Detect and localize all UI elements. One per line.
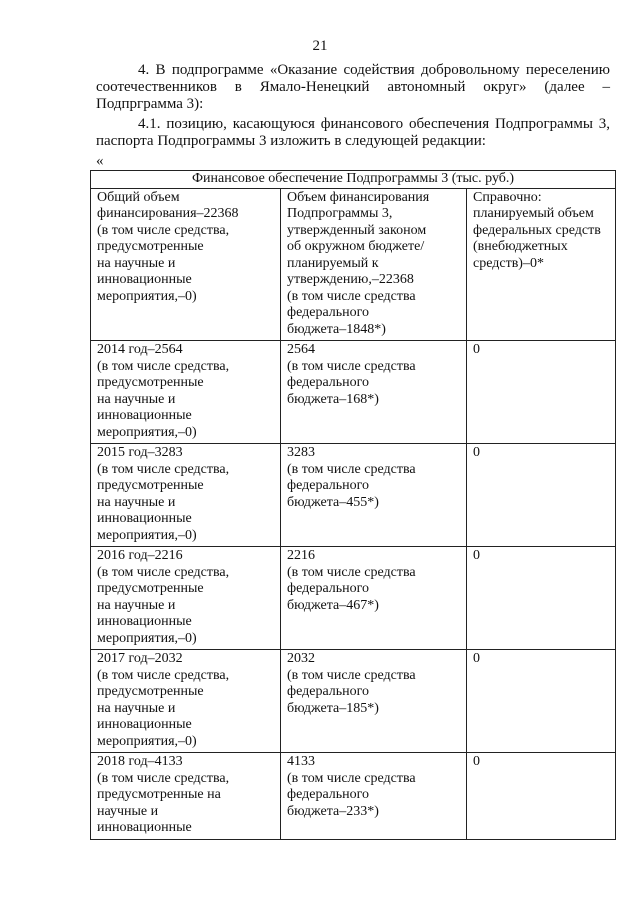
cell-line: инновационные [97,614,192,629]
year-total-cell [91,753,281,840]
year-program-cell [281,444,467,547]
cell-line: федерального [287,478,370,493]
cell-line: планируемый объем [473,206,594,221]
year-reference-cell: 0 [467,444,616,547]
cell-line: 2018 год–4133 [97,754,183,769]
cell-line: (в том числе средства, [97,461,230,477]
cell-line: на научные и [97,255,176,271]
cell-line: 2017 год–2032 [97,651,183,666]
cell-line: мероприятия,–0) [97,527,197,543]
year-total-cell [91,341,281,444]
intro-line-1: 4. В подпрограмме «Оказание содействия добровольному переселению [138,62,610,78]
year-total-cell [91,444,281,547]
cell-line: Подпрограммы 3, [287,206,393,221]
cell-line: (в том числе средства, [97,564,230,580]
sub-paragraph [96,116,610,150]
cell-line: федерального [287,375,370,390]
table-header-row [91,188,616,341]
cell-line: 3283 [287,445,315,460]
cell-line: предусмотренные [97,375,204,390]
year-program-cell [281,753,467,840]
header-program-cell [281,188,467,341]
cell-line: (внебюджетных [473,239,568,254]
cell-line: мероприятия,–0) [97,630,197,646]
cell-line: средств)–0* [473,255,544,271]
cell-line: предусмотренные [97,478,204,493]
cell-line: (в том числе средства [287,770,416,786]
cell-line: предусмотренные [97,684,204,699]
table-row [91,650,616,753]
intro-line-2: соотечественников в Ямало-Ненецкий автономный округ» (далее – [96,79,610,95]
cell-line: федеральных средств [473,222,601,238]
cell-line: финансирования–22368 [97,206,239,221]
cell-line: 4133 [287,754,315,769]
table-row [91,547,616,650]
cell-line: планируемый к [287,255,379,271]
year-total-cell [91,547,281,650]
year-total-cell [91,650,281,753]
cell-line: инновационные [97,511,192,526]
cell-line: федерального [287,581,370,596]
cell-line: 2216 [287,548,315,563]
page-number: 21 [312,38,328,54]
year-program-cell [281,650,467,753]
year-reference-cell: 0 [467,753,616,840]
cell-line: утверждению,–22368 [287,272,414,287]
cell-line: на научные и [97,494,176,510]
header-total-cell [91,188,281,341]
cell-line: на научные и [97,700,176,716]
cell-line: (в том числе средства, [97,358,230,374]
cell-line: (в том числе средства [287,461,416,477]
cell-line: бюджета–185*) [287,700,379,716]
year-reference-cell: 0 [467,547,616,650]
cell-line: 2015 год–3283 [97,445,183,460]
cell-line: (в том числе средства [287,667,416,683]
cell-line: бюджета–168*) [287,391,379,407]
cell-line: (в том числе средства [287,564,416,580]
financing-table [90,170,616,840]
sub-line-2: паспорта Подпрограммы 3 изложить в следующей редакции: [96,133,486,149]
year-reference-cell: 0 [467,650,616,753]
sub-line-1: 4.1. позицию, касающуюся финансового обеспечения Подпрограммы 3, [138,116,610,132]
cell-line: 2016 год–2216 [97,548,183,563]
table-row [91,753,616,840]
cell-line: инновационные [97,272,192,287]
cell-line: предусмотренные [97,239,204,254]
cell-line: (в том числе средства, [97,222,230,238]
year-program-cell [281,341,467,444]
year-program-cell [281,547,467,650]
cell-line: (в том числе средства [287,288,416,304]
cell-line: бюджета–233*) [287,803,379,819]
cell-line: 2014 год–2564 [97,342,183,357]
cell-line: утвержденный законом [287,222,427,238]
intro-line-3: Подпрграмма 3): [96,96,204,112]
cell-line: Общий объем [97,189,180,205]
header-reference-cell [467,188,616,341]
cell-line: (в том числе средства, [97,770,230,786]
table-title-row [91,171,616,189]
cell-line: 2564 [287,342,315,357]
year-reference-cell: 0 [467,341,616,444]
cell-line: инновационные [97,408,192,423]
intro-paragraph [96,62,610,113]
cell-line: научные и [97,803,159,819]
cell-line: на научные и [97,391,176,407]
cell-line: (в том числе средства [287,358,416,374]
cell-line: федерального [287,787,370,802]
cell-line: бюджета–1848*) [287,321,386,337]
cell-line: мероприятия,–0) [97,288,197,304]
table-row [91,341,616,444]
cell-line: Объем финансирования [287,189,430,205]
table-title: Финансовое обеспечение Подпрограммы 3 (тыс. руб.) [91,171,616,189]
cell-line: об окружном бюджете/ [287,239,425,254]
cell-line: федерального [287,684,370,699]
cell-line: бюджета–455*) [287,494,379,510]
cell-line: федерального [287,305,370,320]
cell-line: Справочно: [473,189,542,205]
cell-line: инновационные [97,717,192,732]
cell-line: инновационные [97,820,192,835]
table-row [91,444,616,547]
cell-line: на научные и [97,597,176,613]
cell-line: бюджета–467*) [287,597,379,613]
cell-line: предусмотренные на [97,787,221,802]
cell-line: (в том числе средства, [97,667,230,683]
cell-line: предусмотренные [97,581,204,596]
open-quote: « [96,153,104,169]
cell-line: мероприятия,–0) [97,733,197,749]
cell-line: 2032 [287,651,315,666]
cell-line: мероприятия,–0) [97,424,197,440]
